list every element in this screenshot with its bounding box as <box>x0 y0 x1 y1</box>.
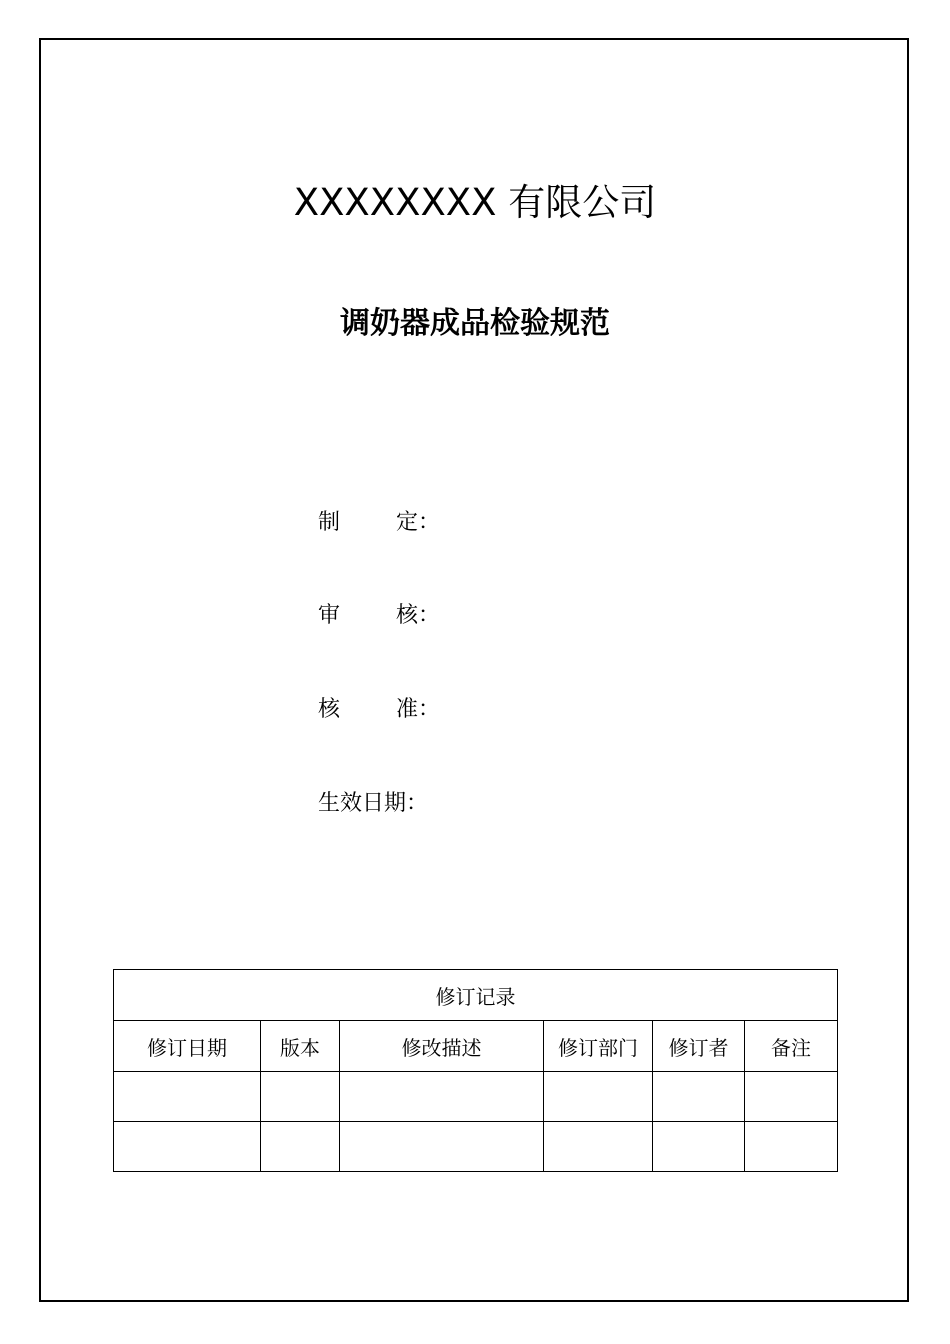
table-cell <box>653 1122 745 1172</box>
effective-date-label: 生效日期： <box>318 791 429 816</box>
table-row <box>114 1072 838 1122</box>
reviewed-label-part2: 核： <box>396 603 441 628</box>
table-cell <box>261 1072 340 1122</box>
prepared-label-part2: 定： <box>396 510 441 535</box>
column-header-revising-department: 修订部门 <box>544 1021 653 1072</box>
revision-table-title: 修订记录 <box>114 970 838 1021</box>
company-name: XXXXXXXX 有限公司 <box>293 181 657 224</box>
reviewed-label-part1: 审 <box>318 603 341 628</box>
table-cell <box>114 1072 261 1122</box>
table-cell <box>745 1122 838 1172</box>
column-header-reviser: 修订者 <box>653 1021 745 1072</box>
table-row <box>114 1122 838 1172</box>
table-cell <box>114 1122 261 1172</box>
prepared-label-part1: 制 <box>318 510 341 535</box>
revision-record-table <box>113 969 838 1172</box>
column-header-version: 版本 <box>261 1021 340 1072</box>
column-header-remarks: 备注 <box>745 1021 838 1072</box>
approved-label-part1: 核 <box>318 697 341 722</box>
table-cell <box>261 1122 340 1172</box>
table-cell <box>544 1072 653 1122</box>
column-header-revision-date: 修订日期 <box>114 1021 261 1072</box>
document-title: 调奶器成品检验规范 <box>340 306 610 341</box>
revision-table-title-row <box>114 970 838 1021</box>
table-cell <box>340 1122 544 1172</box>
column-header-change-description: 修改描述 <box>340 1021 544 1072</box>
table-cell <box>653 1072 745 1122</box>
table-cell <box>544 1122 653 1172</box>
approved-label-part2: 准： <box>396 697 441 722</box>
table-cell <box>745 1072 838 1122</box>
table-cell <box>340 1072 544 1122</box>
revision-table-header-row <box>114 1021 838 1072</box>
